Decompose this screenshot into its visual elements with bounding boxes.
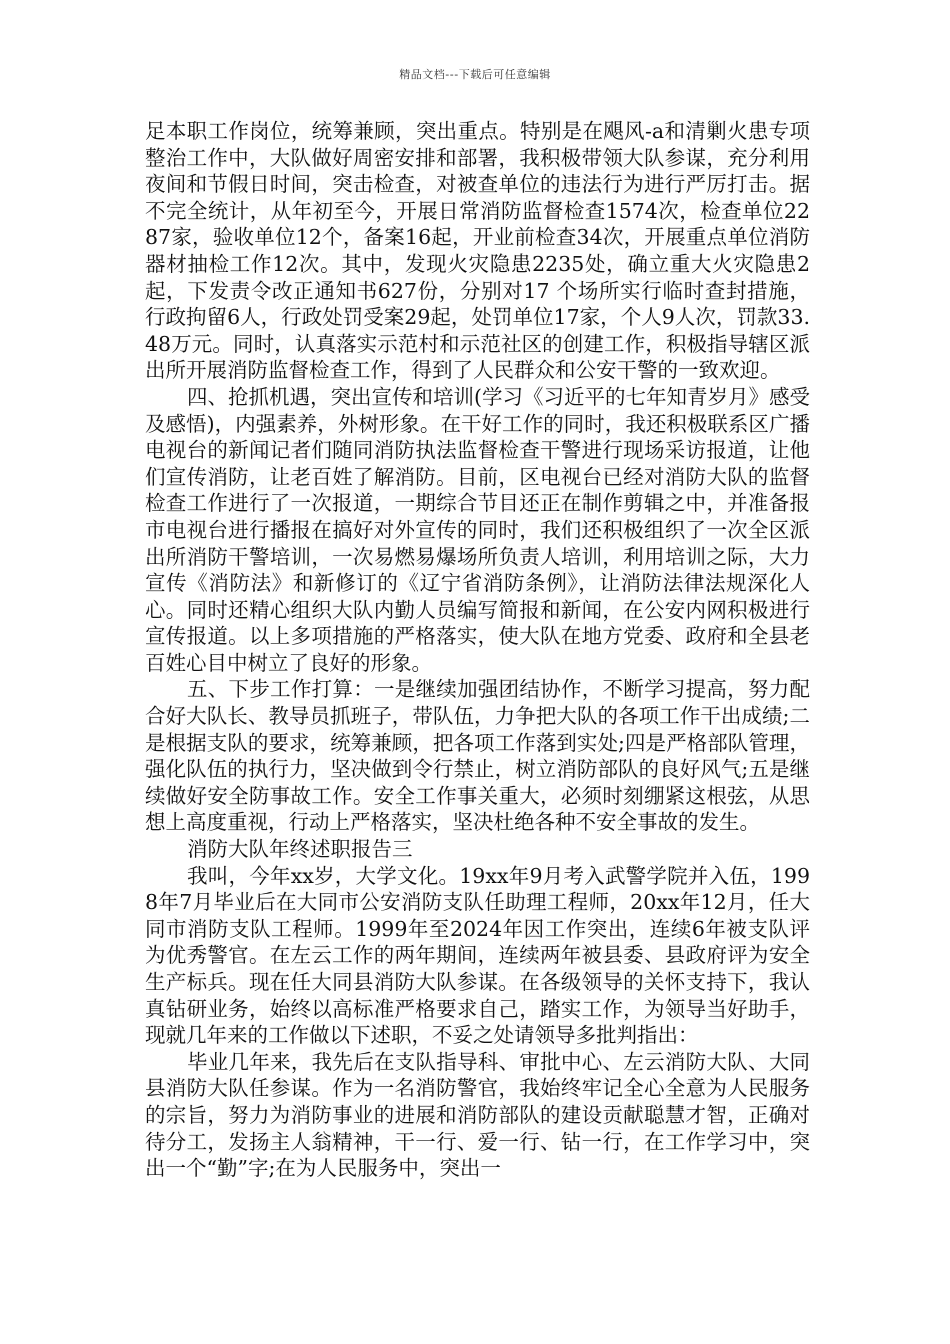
paragraph-2: 四、抢抓机遇，突出宣传和培训(学习《习近平的七年知青岁月》感受及感悟)，内强素养，外树形象。在干好工作的同时，我还积极联系区广播电视台的新闻记者们随同消防执法监督检查干警进行现场采访报道，让他们宣传消防，让老百姓了解消防。目前，区电视台已经对消防大队的监督检查工作进行了一次报道，一期综合节目还正在制作剪辑之中，并准备报市电视台进行播报在搞好对外宣传的同时，我们还积极组织了一次全区派出所消防干警培训，一次易燃易爆场所负责人培训，利用培训之际，大力宣传《消防法》和新修订的《辽宁省消防条例》，让消防法律法规深化人心。同时还精心组织大队内勤人员编写简报和新闻，在公安内网积极进行宣传报道。以上多项措施的严格落实，使大队在地方党委、政府和全县老百姓心目中树立了良好的形象。	[145, 384, 810, 675]
paragraph-3: 五、下步工作打算：一是继续加强团结协作，不断学习提高，努力配合好大队长、教导员抓班子，带队伍，力争把大队的各项工作干出成绩;二是根据支队的要求，统筹兼顾，把各项工作落到实处;四是严格部队管理，强化队伍的执行力，坚决做到令行禁止，树立消防部队的良好风气;五是继续做好安全防事故工作。安全工作事关重大，必须时刻绷紧这根弦，从思想上高度重视，行动上严格落实，坚决杜绝各种不安全事故的发生。	[145, 677, 810, 835]
paragraph-5: 毕业几年来，我先后在支队指导科、审批中心、左云消防大队、大同县消防大队任参谋。作为一名消防警官，我始终牢记全心全意为人民服务的宗旨，努力为消防事业的进展和消防部队的建设贡献聪慧才智，正确对待分工，发扬主人翁精神，干一行、爱一行、钻一行，在工作学习中，突出一个“勤”字;在为人民服务中，突出一	[145, 1049, 810, 1181]
document-body	[145, 118, 810, 1182]
section-title: 消防大队年终述职报告三	[187, 837, 413, 862]
paragraph-4: 我叫，今年xx岁，大学文化。19xx年9月考入武警学院并入伍，1998年7月毕业后在大同市公安消防支队任助理工程师，20xx年12月，任大同市消防支队工程师。1999年至2024年因工作突出，连续6年被支队评为优秀警官。在左云工作的两年期间，连续两年被县委、县政府评为安全生产标兵。现在任大同县消防大队参谋。在各级领导的关怀支持下，我认真钻研业务，始终以高标准严格要求自己，踏实工作，为领导当好助手，现就几年来的工作做以下述职，不妥之处请领导多批判指出：	[145, 863, 810, 1048]
paragraph-1: 足本职工作岗位，统筹兼顾，突出重点。特别是在飓风-a和清剿火患专项整治工作中，大队做好周密安排和部署，我积极带领大队参谋，充分利用夜间和节假日时间，突击检查，对被查单位的违法行为进行严厉打击。据不完全统计，从年初至今，开展日常消防监督检查1574次，检查单位2287家，验收单位12个，备案16起，开业前检查34次，开展重点单位消防器材抽检工作12次。其中，发现火灾隐患2235处，确立重大火灾隐患2起，下发责令改正通知书627份，分别对17 个场所实行临时查封措施，行政拘留6人，行政处罚受案29起，处罚单位17家，个人9人次，罚款33.48万元。同时，认真落实示范村和示范社区的创建工作，积极指导辖区派出所开展消防监督检查工作，得到了人民群众和公安干警的一致欢迎。	[145, 119, 810, 383]
page-header: 精品文档---下载后可任意编辑	[399, 68, 551, 81]
